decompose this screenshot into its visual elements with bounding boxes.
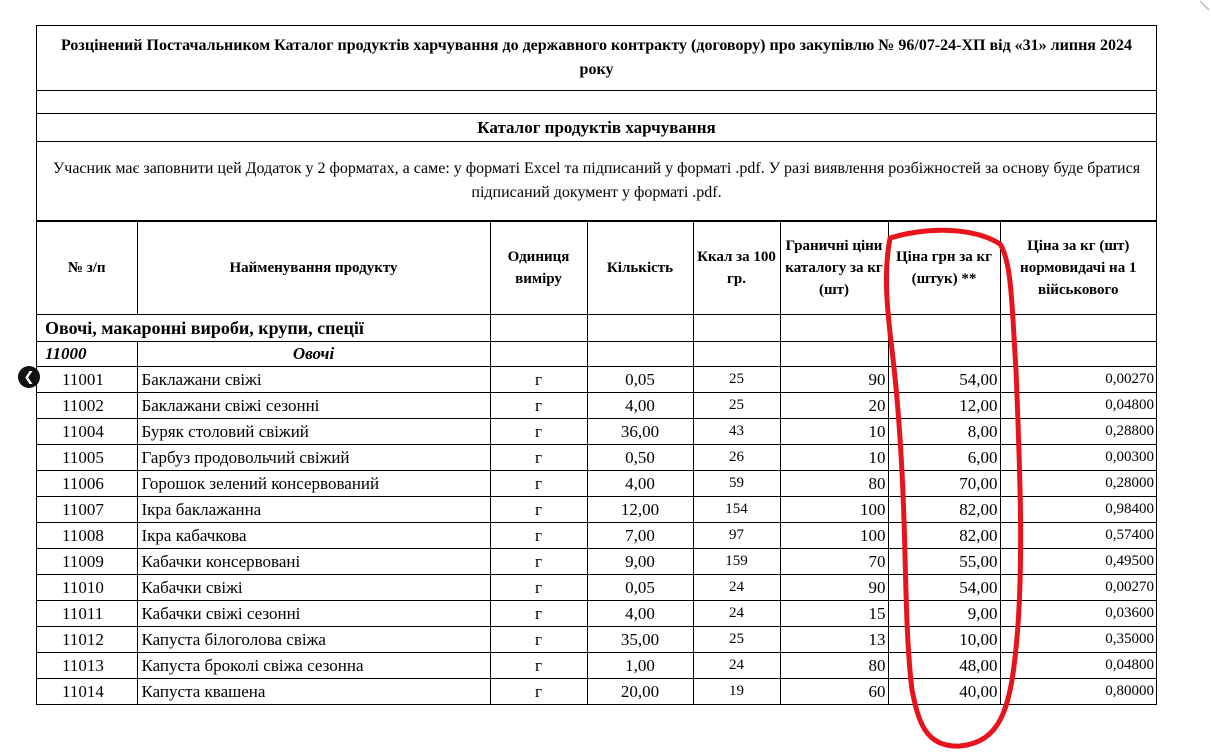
row-price: 6,00: [888, 445, 1000, 471]
row-norm: 0,57400: [1000, 523, 1156, 549]
table-row: [37, 445, 1156, 471]
row-name: Буряк столовий свіжий: [137, 419, 490, 445]
row-name: Кабачки свіжі сезонні: [137, 601, 490, 627]
row-qty: 0,05: [587, 575, 693, 601]
row-unit: г: [490, 627, 587, 653]
header-num: № з/п: [37, 222, 137, 315]
row-name: Капуста броколі свіжа сезонна: [137, 653, 490, 679]
header-name: Найменування продукту: [137, 222, 490, 315]
row-limit: 10: [780, 445, 888, 471]
instruction-note: Учасник має заповнити цей Додаток у 2 форматах, а саме: у форматі Excel та підписаний у форматі .pdf. У разі виявлення розбіжностей за основу буде братися підписаний документ у форматі .pdf.: [37, 142, 1156, 221]
row-code: 11014: [37, 679, 137, 705]
row-name: Кабачки свіжі: [137, 575, 490, 601]
row-norm: 0,98400: [1000, 497, 1156, 523]
row-kcal: 154: [693, 497, 780, 523]
row-price: 8,00: [888, 419, 1000, 445]
row-kcal: 43: [693, 419, 780, 445]
row-unit: г: [490, 419, 587, 445]
row-limit: 20: [780, 393, 888, 419]
chevron-left-icon[interactable]: ❮: [18, 366, 40, 388]
row-unit: г: [490, 471, 587, 497]
row-kcal: 25: [693, 393, 780, 419]
row-unit: г: [490, 393, 587, 419]
row-qty: 36,00: [587, 419, 693, 445]
row-qty: 4,00: [587, 393, 693, 419]
row-qty: 7,00: [587, 523, 693, 549]
header-price: Ціна грн за кг (штук) **: [888, 222, 1000, 315]
row-qty: 4,00: [587, 601, 693, 627]
row-qty: 20,00: [587, 679, 693, 705]
row-code: 11009: [37, 549, 137, 575]
row-kcal: 26: [693, 445, 780, 471]
table-row: [37, 653, 1156, 679]
header-limit: Граничні ціни каталогу за кг (шт): [780, 222, 888, 315]
row-limit: 100: [780, 497, 888, 523]
row-price: 9,00: [888, 601, 1000, 627]
row-norm: 0,03600: [1000, 601, 1156, 627]
row-kcal: 25: [693, 367, 780, 393]
row-qty: 12,00: [587, 497, 693, 523]
header-qty: Кількість: [587, 222, 693, 315]
table-row: [37, 393, 1156, 419]
row-price: 55,00: [888, 549, 1000, 575]
row-limit: 70: [780, 549, 888, 575]
header-unit: Одиниця виміру: [490, 222, 587, 315]
row-kcal: 24: [693, 653, 780, 679]
row-norm: 0,00270: [1000, 367, 1156, 393]
row-norm: 0,04800: [1000, 393, 1156, 419]
row-name: Капуста білоголова свіжа: [137, 627, 490, 653]
row-norm: 0,04800: [1000, 653, 1156, 679]
row-limit: 10: [780, 419, 888, 445]
table-row: [37, 601, 1156, 627]
row-limit: 100: [780, 523, 888, 549]
row-price: 48,00: [888, 653, 1000, 679]
row-kcal: 24: [693, 575, 780, 601]
products-table: [37, 221, 1156, 705]
row-code: 11005: [37, 445, 137, 471]
row-price: 54,00: [888, 367, 1000, 393]
row-code: 11001: [37, 367, 137, 393]
row-price: 10,00: [888, 627, 1000, 653]
row-limit: 80: [780, 471, 888, 497]
row-code: 11010: [37, 575, 137, 601]
document-title: Розцінений Постачальником Каталог продуктів харчування до державного контракту (договору) про закупівлю № 96/07-24-ХП від «31» липня 2024 року: [37, 26, 1156, 91]
row-kcal: 25: [693, 627, 780, 653]
table-row: [37, 497, 1156, 523]
row-unit: г: [490, 523, 587, 549]
row-norm: 0,00300: [1000, 445, 1156, 471]
row-qty: 1,00: [587, 653, 693, 679]
row-norm: 0,49500: [1000, 549, 1156, 575]
table-row: [37, 575, 1156, 601]
table-row: [37, 367, 1156, 393]
row-qty: 35,00: [587, 627, 693, 653]
row-qty: 4,00: [587, 471, 693, 497]
row-norm: 0,80000: [1000, 679, 1156, 705]
section-label: Овочі, макаронні вироби, крупи, спеції: [37, 315, 490, 342]
table-row: [37, 523, 1156, 549]
row-kcal: 24: [693, 601, 780, 627]
row-norm: 0,00270: [1000, 575, 1156, 601]
table-row: [37, 627, 1156, 653]
document-page: [36, 25, 1157, 705]
row-norm: 0,28000: [1000, 471, 1156, 497]
section-row: [37, 315, 1156, 342]
table-row: [37, 679, 1156, 705]
row-price: 40,00: [888, 679, 1000, 705]
corner-mark-icon: [1199, 0, 1211, 12]
row-price: 70,00: [888, 471, 1000, 497]
table-row: [37, 471, 1156, 497]
row-price: 82,00: [888, 497, 1000, 523]
row-code: 11013: [37, 653, 137, 679]
row-code: 11012: [37, 627, 137, 653]
row-unit: г: [490, 367, 587, 393]
catalog-heading: Каталог продуктів харчування: [37, 114, 1156, 142]
group-name: Овочі: [137, 342, 490, 367]
group-row: [37, 342, 1156, 367]
row-kcal: 97: [693, 523, 780, 549]
row-code: 11011: [37, 601, 137, 627]
row-name: Горошок зелений консервований: [137, 471, 490, 497]
row-code: 11007: [37, 497, 137, 523]
row-name: Гарбуз продовольчий свіжий: [137, 445, 490, 471]
row-limit: 90: [780, 575, 888, 601]
row-norm: 0,35000: [1000, 627, 1156, 653]
row-price: 12,00: [888, 393, 1000, 419]
header-norm: Ціна за кг (шт) нормовидачі на 1 військового: [1000, 222, 1156, 315]
header-kcal: Ккал за 100 гр.: [693, 222, 780, 315]
row-name: Баклажани свіжі: [137, 367, 490, 393]
table-row: [37, 419, 1156, 445]
row-code: 11002: [37, 393, 137, 419]
row-kcal: 159: [693, 549, 780, 575]
row-norm: 0,28800: [1000, 419, 1156, 445]
empty-row: [37, 91, 1156, 114]
row-unit: г: [490, 653, 587, 679]
row-name: Капуста квашена: [137, 679, 490, 705]
row-unit: г: [490, 679, 587, 705]
table-row: [37, 549, 1156, 575]
row-name: Баклажани свіжі сезонні: [137, 393, 490, 419]
row-name: Кабачки консервовані: [137, 549, 490, 575]
row-limit: 15: [780, 601, 888, 627]
row-price: 82,00: [888, 523, 1000, 549]
row-limit: 60: [780, 679, 888, 705]
table-header-row: [37, 222, 1156, 315]
row-unit: г: [490, 601, 587, 627]
row-name: Ікра баклажанна: [137, 497, 490, 523]
row-limit: 90: [780, 367, 888, 393]
row-qty: 9,00: [587, 549, 693, 575]
row-kcal: 59: [693, 471, 780, 497]
row-limit: 13: [780, 627, 888, 653]
row-limit: 80: [780, 653, 888, 679]
row-code: 11006: [37, 471, 137, 497]
row-qty: 0,50: [587, 445, 693, 471]
row-name: Ікра кабачкова: [137, 523, 490, 549]
row-code: 11008: [37, 523, 137, 549]
row-code: 11004: [37, 419, 137, 445]
row-unit: г: [490, 549, 587, 575]
row-unit: г: [490, 445, 587, 471]
row-kcal: 19: [693, 679, 780, 705]
group-code: 11000: [37, 342, 137, 367]
row-qty: 0,05: [587, 367, 693, 393]
row-unit: г: [490, 497, 587, 523]
row-price: 54,00: [888, 575, 1000, 601]
row-unit: г: [490, 575, 587, 601]
